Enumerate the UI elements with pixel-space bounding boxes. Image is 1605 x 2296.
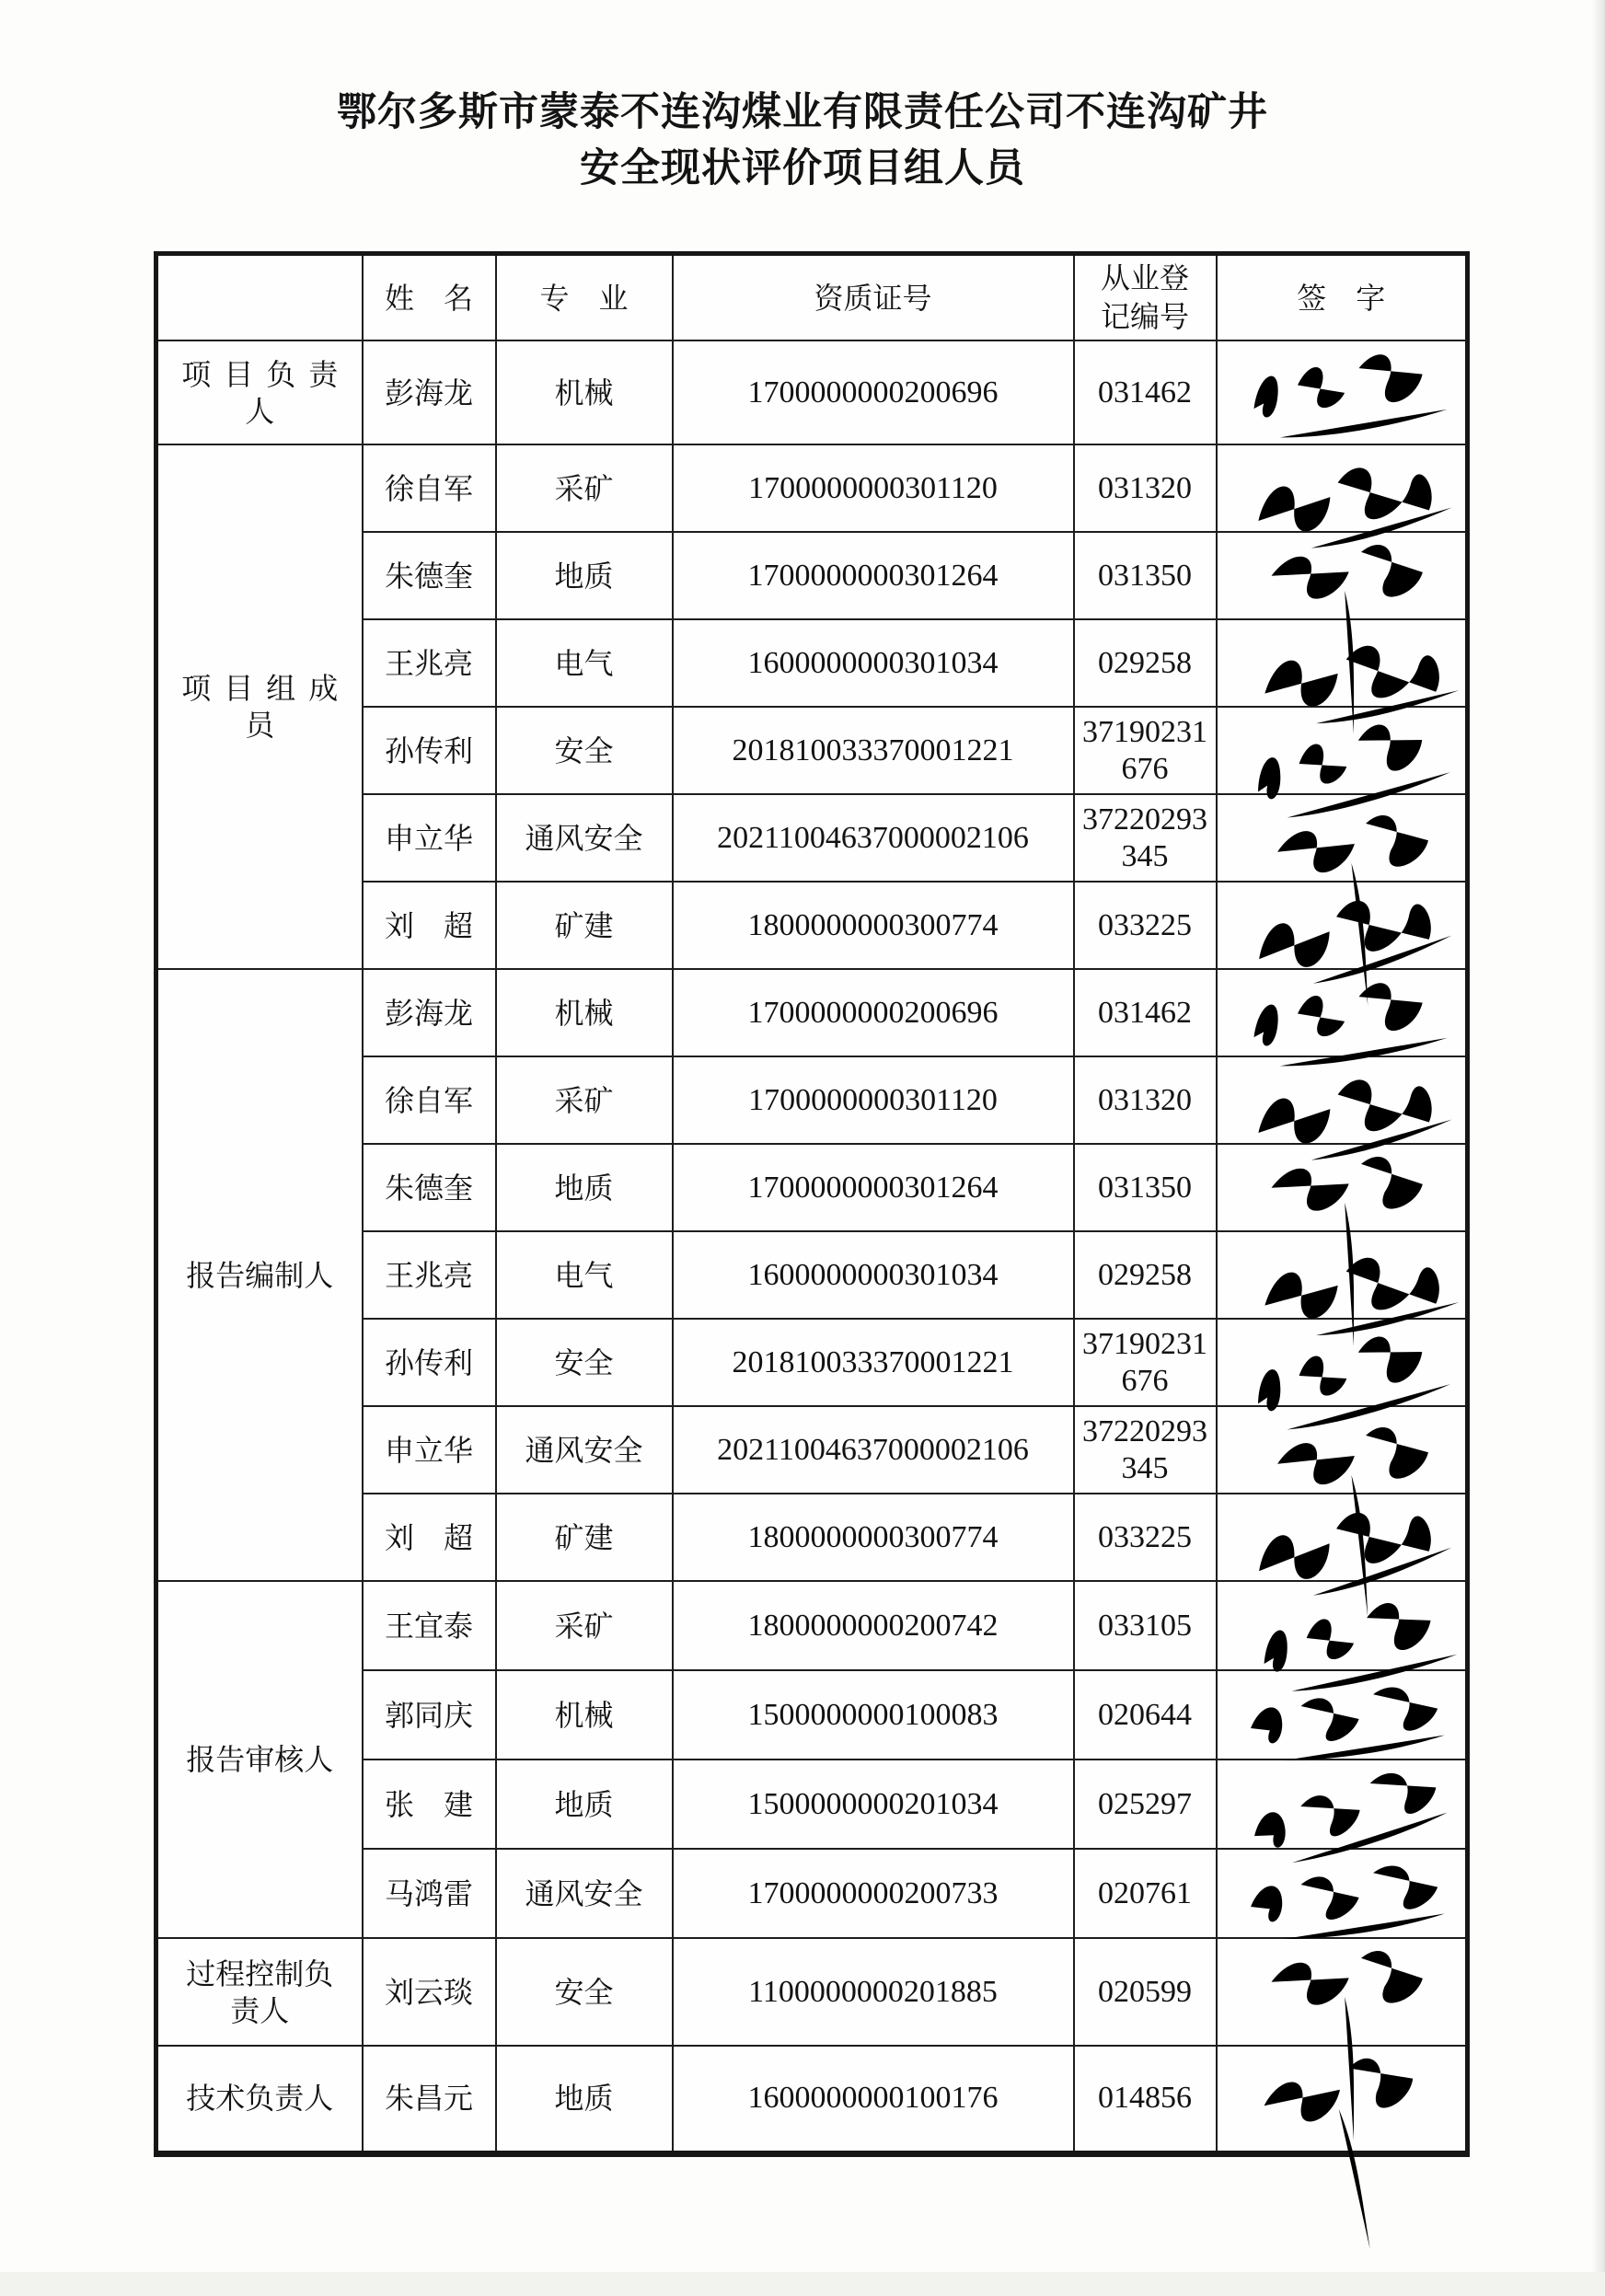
cert-cell: 201810033370001221 bbox=[673, 1319, 1074, 1406]
name-cell: 郭同庆 bbox=[363, 1670, 496, 1759]
major-cell: 地质 bbox=[496, 532, 673, 619]
major-cell: 采矿 bbox=[496, 444, 673, 532]
cert-cell: 1800000000300774 bbox=[673, 882, 1074, 969]
major-cell: 地质 bbox=[496, 2046, 673, 2153]
cert-cell: 1600000000301034 bbox=[673, 619, 1074, 707]
signature-image bbox=[1208, 2017, 1487, 2289]
reg-cell: 033225 bbox=[1074, 1494, 1217, 1581]
major-cell: 通风安全 bbox=[496, 794, 673, 882]
reg-cell: 031320 bbox=[1074, 444, 1217, 532]
name-cell: 孙传利 bbox=[363, 1319, 496, 1406]
major-cell: 机械 bbox=[496, 969, 673, 1056]
cert-cell: 201810033370001221 bbox=[673, 707, 1074, 794]
name-cell: 孙传利 bbox=[363, 707, 496, 794]
name-cell: 徐自军 bbox=[363, 444, 496, 532]
table-row bbox=[156, 2046, 1468, 2153]
role-cell: 技术负责人 bbox=[156, 2046, 363, 2153]
cert-cell: 1800000000200742 bbox=[673, 1581, 1074, 1670]
reg-cell: 37190231676 bbox=[1074, 707, 1217, 794]
role-cell: 报告审核人 bbox=[156, 1581, 363, 1938]
signature-cell bbox=[1217, 1231, 1468, 1319]
cert-cell: 1600000000100176 bbox=[673, 2046, 1074, 2153]
reg-cell: 025297 bbox=[1074, 1759, 1217, 1849]
table-row bbox=[156, 1581, 1468, 1670]
signature-cell bbox=[1217, 340, 1468, 444]
reg-cell: 031350 bbox=[1074, 532, 1217, 619]
name-cell: 马鸿雷 bbox=[363, 1849, 496, 1938]
name-cell: 刘云琰 bbox=[363, 1938, 496, 2046]
cert-cell: 1700000000200696 bbox=[673, 340, 1074, 444]
major-cell: 通风安全 bbox=[496, 1849, 673, 1938]
team-table bbox=[154, 251, 1470, 2157]
signature-cell bbox=[1217, 969, 1468, 1056]
major-cell: 采矿 bbox=[496, 1581, 673, 1670]
signature-cell bbox=[1217, 444, 1468, 532]
reg-cell: 033105 bbox=[1074, 1581, 1217, 1670]
header-major: 专 业 bbox=[496, 254, 673, 341]
scan-edge-shadow bbox=[1592, 0, 1605, 2272]
reg-cell: 020599 bbox=[1074, 1938, 1217, 2046]
cert-cell: 1700000000301264 bbox=[673, 532, 1074, 619]
role-cell: 项目组成员 bbox=[156, 444, 363, 969]
name-cell: 朱昌元 bbox=[363, 2046, 496, 2153]
major-cell: 机械 bbox=[496, 1670, 673, 1759]
header-reg: 从业登记编号 bbox=[1074, 254, 1217, 341]
signature-scribble bbox=[1227, 322, 1467, 454]
signature-cell bbox=[1217, 619, 1468, 707]
major-cell: 矿建 bbox=[496, 882, 673, 969]
table-header-row bbox=[156, 254, 1468, 341]
reg-cell: 37220293345 bbox=[1074, 794, 1217, 882]
reg-cell: 031350 bbox=[1074, 1144, 1217, 1231]
signature-cell bbox=[1217, 1056, 1468, 1144]
signature-cell bbox=[1217, 707, 1468, 794]
header-sign: 签 字 bbox=[1217, 254, 1468, 341]
header-cert: 资质证号 bbox=[673, 254, 1074, 341]
cert-cell: 1700000000200696 bbox=[673, 969, 1074, 1056]
role-cell: 项目负责人 bbox=[156, 340, 363, 444]
name-cell: 王兆亮 bbox=[363, 1231, 496, 1319]
reg-cell: 031462 bbox=[1074, 969, 1217, 1056]
major-cell: 安全 bbox=[496, 1938, 673, 2046]
role-cell: 过程控制负责人 bbox=[156, 1938, 363, 2046]
signature-cell bbox=[1217, 532, 1468, 619]
table-row bbox=[156, 444, 1468, 532]
name-cell: 申立华 bbox=[363, 1406, 496, 1494]
name-cell: 张 建 bbox=[363, 1759, 496, 1849]
signature-cell bbox=[1217, 1144, 1468, 1231]
name-cell: 朱德奎 bbox=[363, 532, 496, 619]
major-cell: 安全 bbox=[496, 1319, 673, 1406]
reg-cell: 029258 bbox=[1074, 619, 1217, 707]
cert-cell: 20211004637000002106 bbox=[673, 1406, 1074, 1494]
reg-cell: 020644 bbox=[1074, 1670, 1217, 1759]
name-cell: 刘 超 bbox=[363, 1494, 496, 1581]
cert-cell: 1700000000301264 bbox=[673, 1144, 1074, 1231]
cert-cell: 1500000000201034 bbox=[673, 1759, 1074, 1849]
signature-cell bbox=[1217, 1581, 1468, 1670]
major-cell: 机械 bbox=[496, 340, 673, 444]
major-cell: 电气 bbox=[496, 619, 673, 707]
title-line-1: 鄂尔多斯市蒙泰不连沟煤业有限责任公司不连沟矿井 bbox=[337, 91, 1268, 134]
signature-cell bbox=[1217, 1759, 1468, 1849]
major-cell: 通风安全 bbox=[496, 1406, 673, 1494]
name-cell: 王兆亮 bbox=[363, 619, 496, 707]
major-cell: 矿建 bbox=[496, 1494, 673, 1581]
cert-cell: 1700000000301120 bbox=[673, 1056, 1074, 1144]
signature-cell bbox=[1217, 1849, 1468, 1938]
table-row bbox=[156, 969, 1468, 1056]
signature-cell bbox=[1217, 1670, 1468, 1759]
signature-scribble bbox=[1208, 2017, 1487, 2289]
reg-cell: 37220293345 bbox=[1074, 1406, 1217, 1494]
document-title bbox=[0, 85, 1605, 197]
name-cell: 彭海龙 bbox=[363, 969, 496, 1056]
signature-cell bbox=[1217, 794, 1468, 882]
cert-cell: 1600000000301034 bbox=[673, 1231, 1074, 1319]
name-cell: 王宜泰 bbox=[363, 1581, 496, 1670]
cert-cell: 1700000000200733 bbox=[673, 1849, 1074, 1938]
cert-cell: 1800000000300774 bbox=[673, 1494, 1074, 1581]
signature-cell bbox=[1217, 1319, 1468, 1406]
reg-cell: 020761 bbox=[1074, 1849, 1217, 1938]
cert-cell: 1700000000301120 bbox=[673, 444, 1074, 532]
corner-cell bbox=[156, 254, 363, 341]
reg-cell: 031462 bbox=[1074, 340, 1217, 444]
cert-cell: 1500000000100083 bbox=[673, 1670, 1074, 1759]
reg-cell: 014856 bbox=[1074, 2046, 1217, 2153]
signature-cell bbox=[1217, 1494, 1468, 1581]
major-cell: 采矿 bbox=[496, 1056, 673, 1144]
reg-cell: 37190231676 bbox=[1074, 1319, 1217, 1406]
name-cell: 彭海龙 bbox=[363, 340, 496, 444]
title-line-2: 安全现状评价项目组人员 bbox=[580, 147, 1025, 191]
signature-image bbox=[1227, 322, 1467, 454]
name-cell: 申立华 bbox=[363, 794, 496, 882]
role-cell: 报告编制人 bbox=[156, 969, 363, 1581]
signature-cell bbox=[1217, 2046, 1468, 2153]
major-cell: 安全 bbox=[496, 707, 673, 794]
table-row bbox=[156, 1938, 1468, 2046]
signature-cell bbox=[1217, 1938, 1468, 2046]
reg-cell: 029258 bbox=[1074, 1231, 1217, 1319]
header-name: 姓 名 bbox=[363, 254, 496, 341]
cert-cell: 1100000000201885 bbox=[673, 1938, 1074, 2046]
reg-cell: 031320 bbox=[1074, 1056, 1217, 1144]
signature-cell bbox=[1217, 1406, 1468, 1494]
table-row bbox=[156, 340, 1468, 444]
major-cell: 地质 bbox=[496, 1144, 673, 1231]
name-cell: 朱德奎 bbox=[363, 1144, 496, 1231]
major-cell: 地质 bbox=[496, 1759, 673, 1849]
name-cell: 徐自军 bbox=[363, 1056, 496, 1144]
signature-cell bbox=[1217, 882, 1468, 969]
cert-cell: 20211004637000002106 bbox=[673, 794, 1074, 882]
major-cell: 电气 bbox=[496, 1231, 673, 1319]
name-cell: 刘 超 bbox=[363, 882, 496, 969]
reg-cell: 033225 bbox=[1074, 882, 1217, 969]
